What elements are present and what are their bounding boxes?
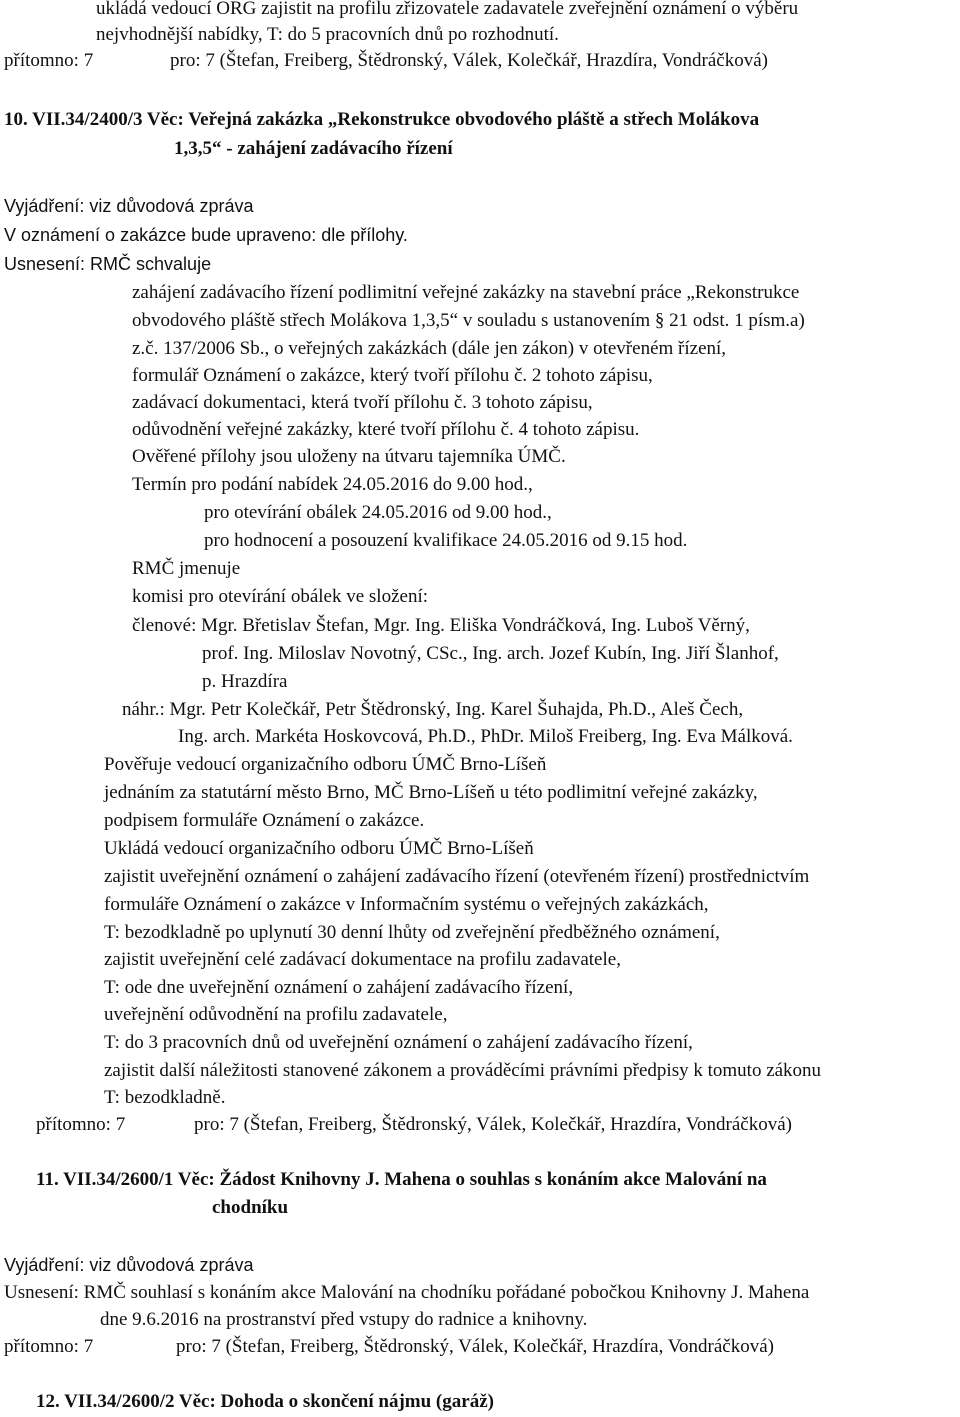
instructs-line: uveřejnění odůvodnění na profilu zadavatele, [104, 1004, 448, 1025]
top-text-line: nejvhodnější nabídky, T: do 5 pracovních dnů po rozhodnutí. [96, 24, 559, 45]
attendance-label: přítomno: 7 [4, 1336, 94, 1357]
substitutes-line: Ing. arch. Markéta Hoskovcová, Ph.D., PhDr. Miloš Freiberg, Ing. Eva Málková. [178, 726, 793, 747]
vote-result: pro: 7 (Štefan, Freiberg, Štědronský, Válek, Kolečkář, Hrazdíra, Vondráčková) [194, 1114, 792, 1135]
appoints-heading: RMČ jmenuje [132, 558, 241, 579]
members-line: členové: Mgr. Břetislav Štefan, Mgr. Ing. Eliška Vondráčková, Ing. Luboš Věrný, [132, 615, 750, 636]
item-heading-cont: chodníku [212, 1197, 289, 1218]
attendance-label: přítomno: 7 [36, 1114, 126, 1135]
item-heading: 11. VII.34/2600/1 Věc: Žádost Knihovny J. Mahena o souhlas s konáním akce Malování na [36, 1169, 767, 1190]
statement: Vyjádření: viz důvodová zpráva [4, 196, 254, 216]
authorizes-line: podpisem formuláře Oznámení o zakázce. [104, 810, 425, 831]
authorizes-heading: Pověřuje vedoucí organizačního odboru ÚMČ Brno-Líšeň [104, 754, 547, 775]
body-line: z.č. 137/2006 Sb., o veřejných zakázkách (dále jen zákon) v otevřeném řízení, [132, 338, 727, 359]
item-heading-cont: 1,3,5“ - zahájení zadávacího řízení [174, 138, 453, 159]
members-line: prof. Ing. Miloslav Novotný, CSc., Ing. arch. Jozef Kubín, Ing. Jiří Šlanhof, [202, 643, 779, 664]
resolution-line: Usnesení: RMČ souhlasí s konáním akce Malování na chodníku pořádané pobočkou Knihovny J. Mahena [4, 1282, 810, 1303]
attendance-label: přítomno: 7 [4, 50, 94, 71]
vote-result: pro: 7 (Štefan, Freiberg, Štědronský, Válek, Kolečkář, Hrazdíra, Vondráčková) [170, 50, 768, 71]
deadline-line: pro hodnocení a posouzení kvalifikace 24.05.2016 od 9.15 hod. [204, 530, 688, 551]
body-line: obvodového pláště střech Molákova 1,3,5“ v souladu s ustanovením § 21 odst. 1 písm.a) [132, 310, 805, 331]
item-heading: 12. VII.34/2600/2 Věc: Dohoda o skončení nájmu (garáž) [36, 1391, 494, 1412]
vote-result: pro: 7 (Štefan, Freiberg, Štědronský, Válek, Kolečkář, Hrazdíra, Vondráčková) [176, 1336, 774, 1357]
substitutes-line: náhr.: Mgr. Petr Kolečkář, Petr Štědronský, Ing. Karel Šuhajda, Ph.D., Aleš Čech, [122, 699, 744, 720]
body-line: zahájení zadávacího řízení podlimitní veřejné zakázky na stavební práce „Rekonstrukce [132, 282, 800, 303]
instructs-line: zajistit další náležitosti stanovené zákonem a prováděcími právními předpisy k tomuto zákonu [104, 1060, 822, 1081]
body-line: Ověřené přílohy jsou uloženy na útvaru tajemníka ÚMČ. [132, 446, 566, 467]
note: V oznámení o zakázce bude upraveno: dle přílohy. [4, 225, 408, 245]
instructs-line: formuláře Oznámení o zakázce v Informačním systému o veřejných zakázkách, [104, 894, 709, 915]
resolution-line: dne 9.6.2016 na prostranství před vstupy do radnice a knihovny. [100, 1309, 588, 1330]
instructs-line: T: bezodkladně. [104, 1087, 226, 1108]
item-heading: 10. VII.34/2400/3 Věc: Veřejná zakázka „Rekonstrukce obvodového pláště a střech Molákova [4, 109, 760, 130]
top-text-line: ukládá vedoucí ORG zajistit na profilu zřizovatele zadavatele zveřejnění oznámení o výběru [96, 0, 799, 19]
body-line: odůvodnění veřejné zakázky, které tvoří přílohu č. 4 tohoto zápisu. [132, 419, 640, 440]
body-line: zadávací dokumentaci, která tvoří přílohu č. 3 tohoto zápisu, [132, 392, 593, 413]
resolution-label: Usnesení: RMČ schvaluje [4, 254, 212, 274]
statement: Vyjádření: viz důvodová zpráva [4, 1255, 254, 1275]
deadline-line: pro otevírání obálek 24.05.2016 od 9.00 hod., [204, 502, 552, 523]
instructs-line: T: do 3 pracovních dnů od uveřejnění oznámení o zahájení zadávacího řízení, [104, 1032, 693, 1053]
body-line: formulář Oznámení o zakázce, který tvoří přílohu č. 2 tohoto zápisu, [132, 365, 653, 386]
instructs-line: T: ode dne uveřejnění oznámení o zahájení zadávacího řízení, [104, 977, 574, 998]
members-line: p. Hrazdíra [202, 671, 288, 692]
instructs-line: zajistit uveřejnění oznámení o zahájení zadávacího řízení (otevřeném řízení) prostřednictvím [104, 866, 810, 887]
instructs-line: T: bezodkladně po uplynutí 30 denní lhůty od zveřejnění předběžného oznámení, [104, 922, 720, 943]
body-line: Termín pro podání nabídek 24.05.2016 do 9.00 hod., [132, 474, 533, 495]
instructs-line: zajistit uveřejnění celé zadávací dokumentace na profilu zadavatele, [104, 949, 621, 970]
authorizes-line: jednáním za statutární město Brno, MČ Brno-Líšeň u této podlimitní veřejné zakázky, [104, 782, 758, 803]
instructs-heading: Ukládá vedoucí organizačního odboru ÚMČ Brno-Líšeň [104, 838, 534, 859]
commission-text: komisi pro otevírání obálek ve složení: [132, 586, 429, 607]
